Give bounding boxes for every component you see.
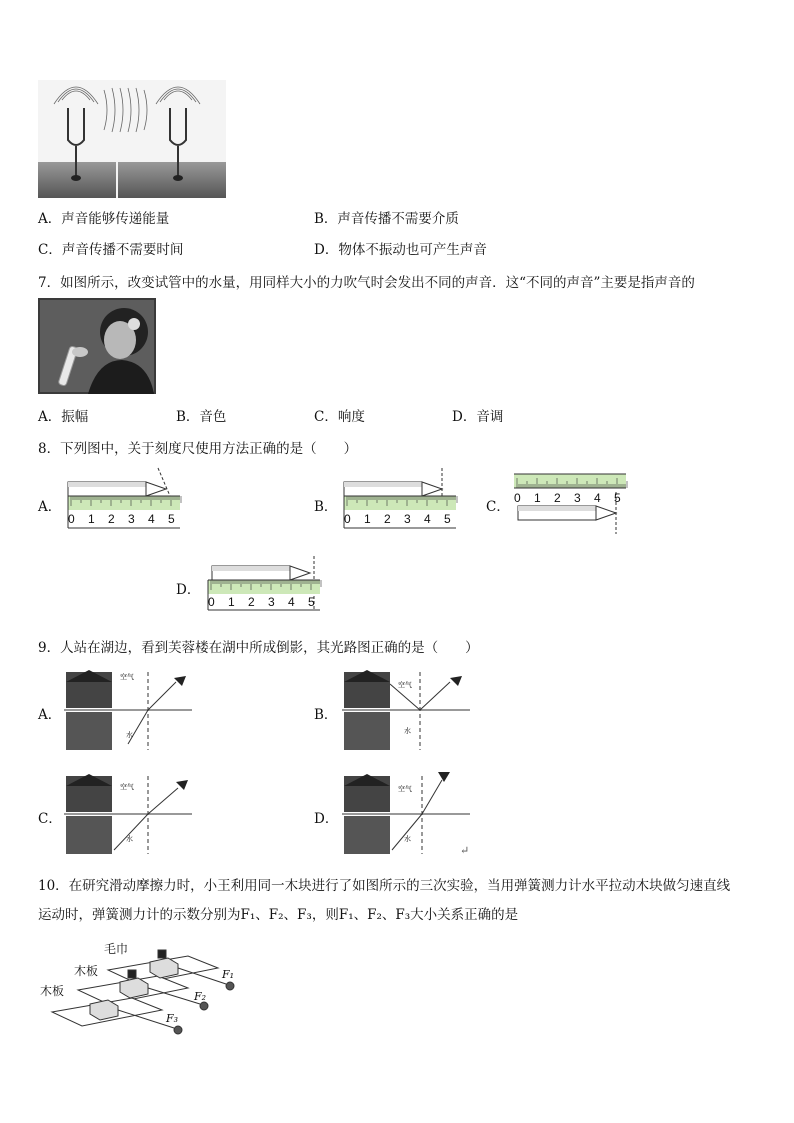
q9-c-water-label: 水: [126, 835, 133, 843]
ruler-number: 2: [554, 491, 561, 505]
ruler-number: 0: [68, 512, 75, 526]
board-label-1: 木板: [74, 964, 99, 978]
q10-stem-line2: 运动时，弹簧测力计的示数分别为F₁、F₂、F₃，则F₁、F₂、F₃大小关系正确的是: [38, 907, 519, 923]
ruler-number: 3: [574, 491, 581, 505]
towel-label: 毛巾: [104, 942, 129, 956]
q8-label-d: D．: [176, 582, 201, 598]
q7-option-a[interactable]: A．振幅: [38, 409, 89, 425]
q9-c-air-label: 空气: [120, 783, 134, 791]
q9-label-d: D．: [314, 811, 339, 827]
q7-stem: 7．如图所示，改变试管中的水量，用同样大小的力吹气时会发出不同的声音．这“不同的声音”主要是指声音的: [38, 275, 695, 291]
q9-figure-d: [342, 770, 470, 858]
ruler-number: 4: [148, 512, 155, 526]
ruler-number: 3: [128, 512, 135, 526]
board-label-2: 木板: [40, 984, 65, 998]
q7-option-d[interactable]: D．音调: [452, 409, 504, 425]
q9-stem: 9．人站在湖边，看到芙蓉楼在湖中所成倒影，其光路图正确的是（ ）: [38, 640, 479, 656]
q6-option-d[interactable]: D．物体不振动也可产生声音: [314, 242, 487, 258]
q9-a-air-label: 空气: [120, 673, 134, 681]
q10-stem-line1: 10．在研究滑动摩擦力时，小王利用同一木块进行了如图所示的三次实验，当用弹簧测力计水平拉动木块做匀速直线: [38, 878, 731, 894]
q9-figure-a: [64, 668, 192, 754]
ruler-number: 2: [384, 512, 391, 526]
friction-experiment-figure: [38, 938, 248, 1040]
ruler-number: 2: [108, 512, 115, 526]
q8-label-b: B．: [314, 499, 338, 515]
ruler-number: 5: [614, 491, 621, 505]
q6-option-c[interactable]: C．声音传播不需要时间: [38, 242, 184, 258]
girl-blowing-test-tube-photo: [38, 298, 156, 394]
ruler-number: 4: [424, 512, 431, 526]
q9-a-water-label: 水: [126, 731, 133, 739]
q8-stem: 8．下列图中，关于刻度尺使用方法正确的是（ ）: [38, 441, 358, 457]
q9-figure-c: [64, 772, 192, 858]
q6-option-a[interactable]: A．声音能够传递能量: [38, 211, 170, 227]
q9-d-water-label: 水: [404, 835, 411, 843]
q9-label-a: A．: [38, 707, 62, 723]
q6-option-b[interactable]: B．声音传播不需要介质: [314, 211, 459, 227]
ruler-number: 0: [344, 512, 351, 526]
tuning-fork-figure: [38, 80, 226, 198]
ruler-number: 3: [268, 595, 275, 609]
ruler-number: 5: [168, 512, 175, 526]
ruler-number: 1: [364, 512, 371, 526]
q9-b-water-label: 水: [404, 727, 411, 735]
force-f3-label: F₃: [166, 1012, 179, 1025]
paragraph-return-mark: ↵: [460, 844, 470, 857]
force-f2-label: F₂: [194, 990, 207, 1003]
ruler-number: 5: [308, 595, 315, 609]
q9-b-air-label: 空气: [398, 681, 412, 689]
q9-label-c: C．: [38, 811, 62, 827]
force-f1-label: F₁: [222, 968, 235, 981]
q8-label-c: C．: [486, 499, 510, 515]
q9-label-b: B．: [314, 707, 338, 723]
q9-figure-b: [342, 668, 470, 754]
ruler-number: 3: [404, 512, 411, 526]
q8-figure-b: [342, 466, 460, 530]
q9-d-air-label: 空气: [398, 785, 412, 793]
ruler-number: 0: [208, 595, 215, 609]
q8-figure-a: [66, 466, 184, 530]
ruler-number: 4: [288, 595, 295, 609]
q8-label-a: A．: [38, 499, 62, 515]
ruler-number: 1: [534, 491, 541, 505]
ruler-number: 1: [88, 512, 95, 526]
ruler-number: 1: [228, 595, 235, 609]
ruler-number: 2: [248, 595, 255, 609]
ruler-number: 0: [514, 491, 521, 505]
q8-figure-d: [206, 554, 324, 614]
ruler-number: 4: [594, 491, 601, 505]
q7-option-b[interactable]: B．音色: [176, 409, 227, 425]
ruler-number: 5: [444, 512, 451, 526]
q8-figure-c: [512, 472, 630, 536]
q7-option-c[interactable]: C．响度: [314, 409, 365, 425]
